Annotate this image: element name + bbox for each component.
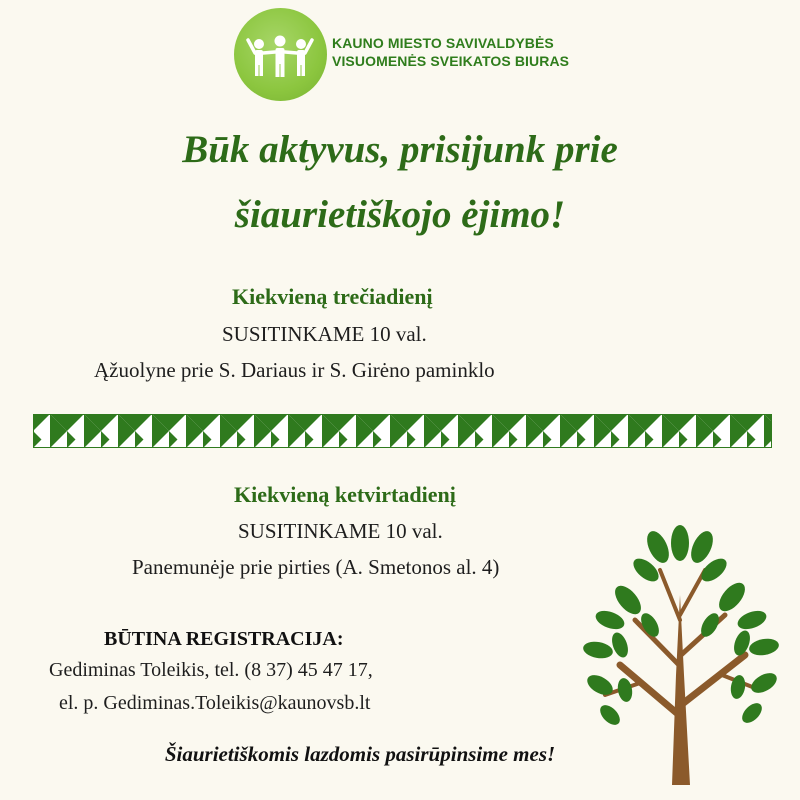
wednesday-place: Ąžuolyne prie S. Dariaus ir S. Girėno paminklo (94, 358, 495, 382)
registration-email: el. p. Gediminas.Toleikis@kaunovsb.lt (59, 692, 371, 714)
registration-contact: Gediminas Toleikis, tel. (8 37) 45 47 17, (49, 659, 373, 681)
thursday-heading: Kiekvieną ketvirtadienį (234, 482, 456, 507)
logo-icon (234, 8, 327, 101)
triangle-pattern-divider (33, 414, 772, 448)
thursday-place: Panemunėje prie pirties (A. Smetonos al. 4) (132, 555, 500, 579)
thursday-time: SUSITINKAME 10 val. (238, 519, 443, 543)
headline-line-1: Būk aktyvus, prisijunk prie (182, 128, 618, 171)
wednesday-time: SUSITINKAME 10 val. (222, 322, 427, 346)
organization-name-line-1: KAUNO MIESTO SAVIVALDYBĖS (332, 35, 554, 51)
wednesday-heading: Kiekvieną trečiadienį (232, 284, 433, 309)
closing-line: Šiaurietiškomis lazdomis pasirūpinsime mes! (164, 742, 556, 766)
three-people-icon (234, 8, 327, 101)
organization-name-line-2: VISUOMENĖS SVEIKATOS BIURAS (332, 53, 570, 69)
registration-title: BŪTINA REGISTRACIJA: (104, 628, 344, 650)
headline-line-2: šiaurietiškojo ėjimo! (234, 193, 566, 236)
tree-icon (580, 525, 780, 785)
organization-name (332, 34, 569, 70)
